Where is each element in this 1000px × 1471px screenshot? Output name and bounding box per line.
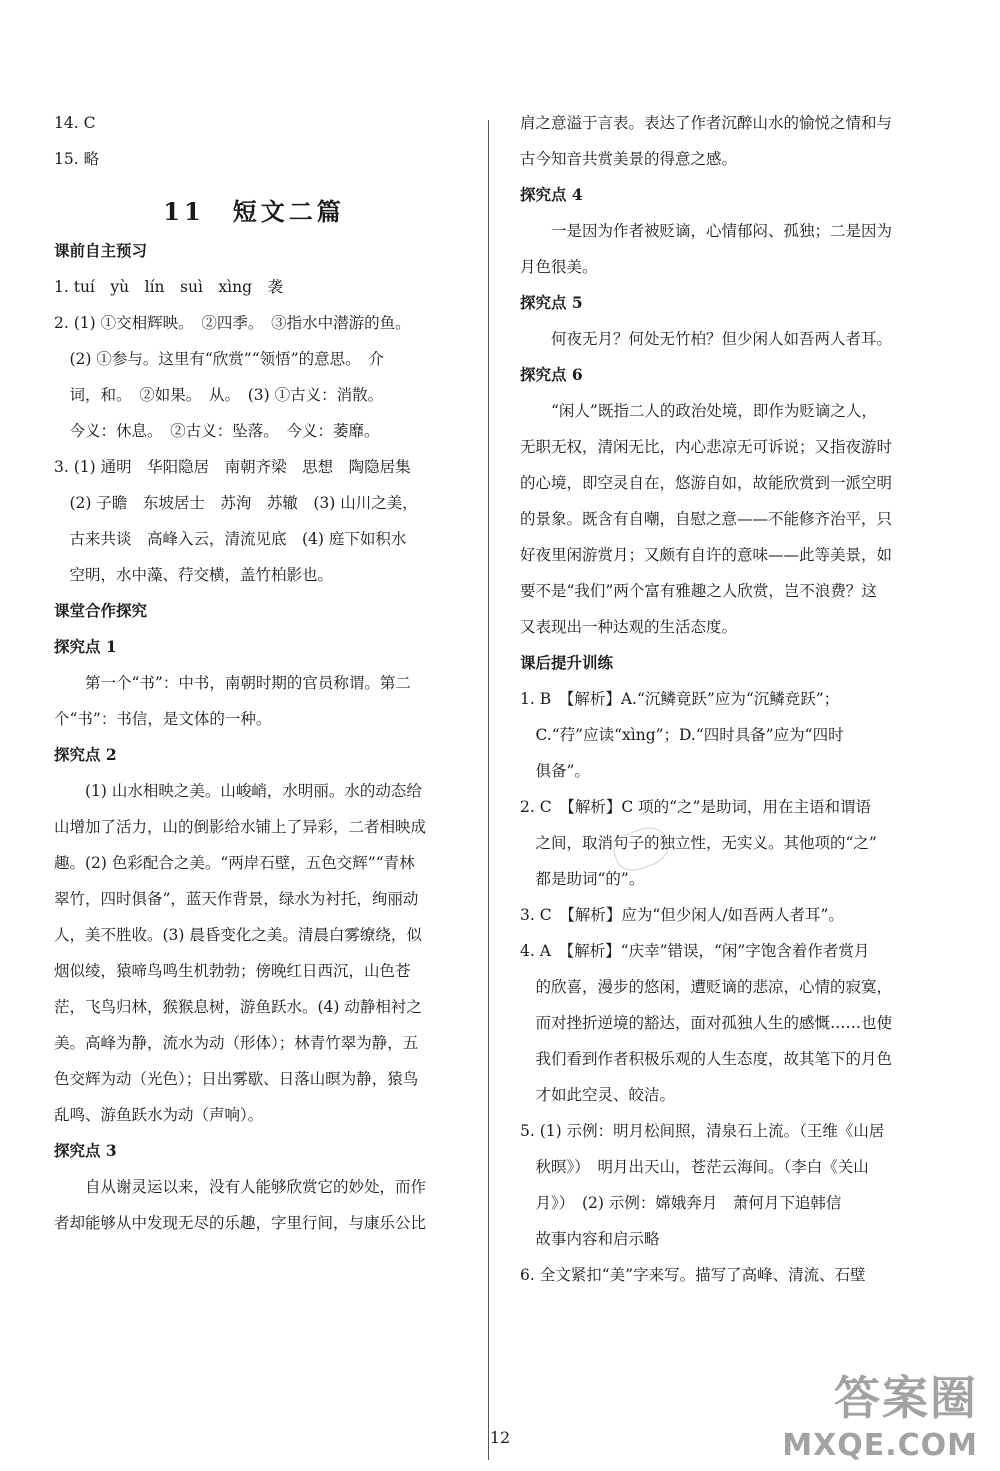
right-text-line: 无职无权，清闲无比，内心悲凉无可诉说；又指夜游时 <box>520 438 893 456</box>
column-divider <box>488 120 489 1460</box>
right-text-line: 月》） (2) 示例：嫦娥奔月 萧何月下追韩信 <box>520 1194 842 1212</box>
right-text-line: 之间，取消句子的独立性，无实义。其他项的“之” <box>520 834 877 852</box>
left-section-heading: 课堂合作探究 <box>54 601 148 620</box>
left-text-line: 山增加了活力，山的倒影给水铺上了异彩，二者相映成 <box>54 818 427 836</box>
right-text-line: 月色很美。 <box>520 258 598 276</box>
left-text-line: (1) 山水相映之美。山峻峭，水明丽。水的动态给 <box>54 782 422 800</box>
left-text-line: 14. C <box>54 114 96 132</box>
left-column <box>54 112 454 1248</box>
watermark <box>782 1362 978 1463</box>
lesson-title: 11 短文二篇 <box>163 197 345 226</box>
left-text-line: 乱鸣、游鱼跃水为动（声响）。 <box>54 1106 264 1124</box>
right-text-line: “闲人”既指二人的政治处境，即作为贬谪之人， <box>520 402 877 420</box>
right-text-line: C.“荇”应读“xìng”；D.“四时具备”应为“四时 <box>520 726 844 744</box>
right-text-line: 1. B 【解析】A.“沉鳞竟跃”应为“沉鳞竞跃”； <box>520 690 840 708</box>
left-text-line: 者却能够从中发现无尽的乐趣，字里行间，与康乐公比 <box>54 1214 427 1232</box>
right-section-heading: 探究点 4 <box>520 185 583 204</box>
left-text-line: 茫，飞鸟归林，猴猴息树，游鱼跃水。(4) 动静相衬之 <box>54 998 422 1016</box>
right-text-line: 3. C 【解析】应为“但少闲人/如吾两人者耳”。 <box>520 906 844 924</box>
left-text-line: 翠竹，四时俱备”，蓝天作背景，绿水为衬托，绚丽动 <box>54 890 419 908</box>
right-text-line: 何夜无月？何处无竹柏？但少闲人如吾两人者耳。 <box>520 330 893 348</box>
right-section-heading: 探究点 5 <box>520 293 583 312</box>
left-text-line: 烟似绫，猿啼鸟鸣生机勃勃；傍晚红日西沉，山色苍 <box>54 962 411 980</box>
right-text-line: 秋暝》） 明月出天山，苍茫云海间。（李白《关山 <box>520 1158 869 1176</box>
right-text-line: 的景象。既含有自嘲，自慰之意——不能修齐治平，只 <box>520 510 893 528</box>
right-text-line: 的心境，即空灵自在，悠游自如，故能欣赏到一派空明 <box>520 474 893 492</box>
right-text-line: 的欣喜，漫步的悠闲，遭贬谪的悲凉，心情的寂寞， <box>520 978 893 996</box>
left-section-heading: 探究点 3 <box>54 1141 117 1160</box>
left-text-line: 人，美不胜收。(3) 晨昏变化之美。清晨白雾缭绕，似 <box>54 926 422 944</box>
left-text-line: 第一个“书”：中书，南朝时期的官员称谓。第二 <box>54 674 411 692</box>
right-text-line: 一是因为作者被贬谪，心情郁闷、孤独；二是因为 <box>520 222 893 240</box>
right-text-line: 要不是“我们”两个富有雅趣之人欣赏，岂不浪费？这 <box>520 582 877 600</box>
page-number: 12 <box>489 1428 511 1447</box>
right-text-line: 5. (1) 示例：明月松间照，清泉石上流。（王维《山居 <box>520 1122 885 1140</box>
left-text-line: 词，和。 ②如果。 从。 (3) ①古义：消散。 <box>54 386 384 404</box>
right-text-line: 古今知音共赏美景的得意之感。 <box>520 150 738 168</box>
right-text-line: 6. 全文紧扣“美”字来写。描写了高峰、清流、石壁 <box>520 1266 866 1284</box>
right-text-line: 2. C 【解析】C 项的“之”是助词，用在主语和谓语 <box>520 798 871 816</box>
left-text-line: (2) 子瞻 东坡居士 苏洵 苏辙 (3) 山川之美， <box>54 494 418 512</box>
left-text-line: 2. (1) ①交相辉映。 ②四季。 ③指水中潜游的鱼。 <box>54 314 411 332</box>
right-text-line: 都是助词“的”。 <box>520 870 645 888</box>
right-text-line: 又表现出一种达观的生活态度。 <box>520 618 738 636</box>
left-text-line: 美。高峰为静，流水为动（形体）；林青竹翠为静，五 <box>54 1034 419 1052</box>
right-text-line: 肩之意溢于言表。表达了作者沉醉山水的愉悦之情和与 <box>520 114 893 132</box>
right-text-line: 故事内容和启示略 <box>520 1230 660 1248</box>
left-section-heading: 课前自主预习 <box>54 241 148 260</box>
right-section-heading: 探究点 6 <box>520 365 583 384</box>
right-section-heading: 课后提升训练 <box>520 653 614 672</box>
left-text-line: 空明，水中藻、荇交横，盖竹柏影也。 <box>54 566 334 584</box>
right-text-line: 好夜里闲游赏月；又颇有自许的意味——此等美景，如 <box>520 546 893 564</box>
right-text-line: 而对挫折逆境的豁达，面对孤独人生的感慨……也使 <box>520 1014 893 1032</box>
left-text-line: 3. (1) 通明 华阳隐居 南朝齐梁 思想 陶隐居集 <box>54 458 411 476</box>
left-text-line: 古来共谈 高峰入云，清流见底 (4) 庭下如积水 <box>54 530 407 548</box>
left-text-line: 个“书”：书信，是文体的一种。 <box>54 710 272 728</box>
right-text-line: 才如此空灵、皎洁。 <box>520 1086 676 1104</box>
left-text-line: 今义：休息。 ②古义：坠落。 今义：萎靡。 <box>54 422 380 440</box>
left-text-line: (2) ①参与。这里有“欣赏”“领悟”的意思。 介 <box>54 350 384 368</box>
right-text-line: 俱备”。 <box>520 762 590 780</box>
left-section-heading: 探究点 1 <box>54 637 117 656</box>
watermark-site: MXQE.COM <box>782 1428 978 1463</box>
right-text-line: 我们看到作者积极乐观的人生态度，故其笔下的月色 <box>520 1050 893 1068</box>
left-text-line: 趣。(2) 色彩配合之美。“两岸石壁，五色交辉”“青林 <box>54 854 415 872</box>
left-text-line: 1. tuí yù lín suì xìng 袭 <box>54 278 284 296</box>
right-text-line: 4. A 【解析】“庆幸”错误，“闲”字饱含着作者赏月 <box>520 942 870 960</box>
watermark-logo: 答案圈 <box>834 1371 978 1425</box>
left-text-line: 15. 略 <box>54 150 100 168</box>
left-text-line: 自从谢灵运以来，没有人能够欣赏它的妙处，而作 <box>54 1178 427 1196</box>
left-section-heading: 探究点 2 <box>54 745 117 764</box>
right-column <box>520 112 920 1300</box>
left-text-line: 色交辉为动（光色）；日出雾歇、日落山暝为静，猿鸟 <box>54 1070 419 1088</box>
